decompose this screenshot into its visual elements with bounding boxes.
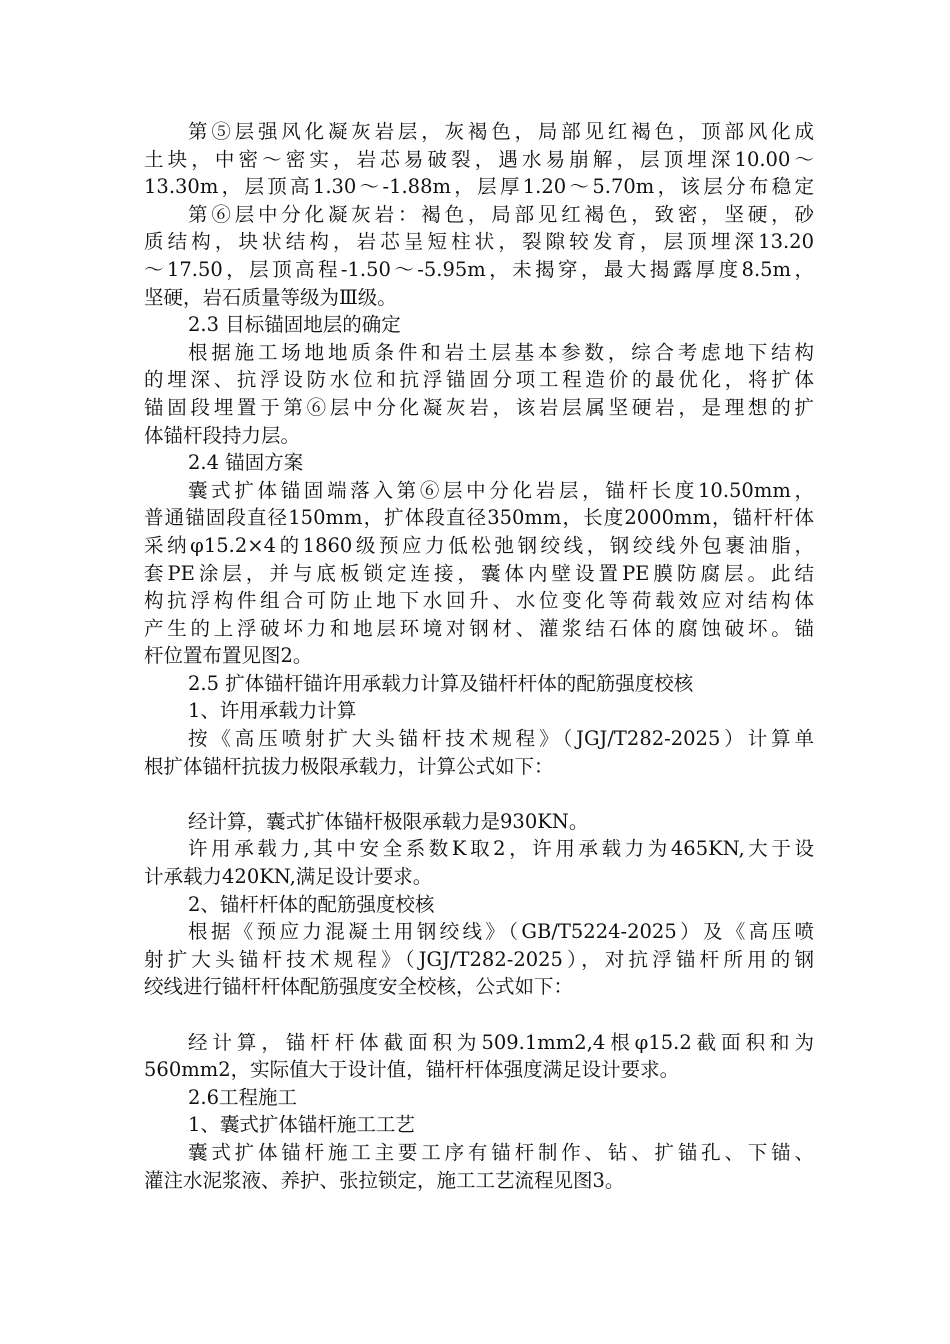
text-line: 绞线进行锚杆杆体配筋强度安全校核，公式如下： <box>144 975 574 999</box>
text-line: 根据施工场地地质条件和岩土层基本参数，综合考虑地下结构 <box>188 340 814 364</box>
text-line: 根据《预应力混凝土用钢绞线》（GB/T5224-2025）及《高压喷 <box>188 920 814 944</box>
text-line: 质结构，块状结构，岩芯呈短柱状，裂隙较发育，层顶埋深13.20 <box>144 230 814 254</box>
text-line: 囊式扩体锚杆施工主要工序有锚杆制作、钻、扩锚孔、下锚、 <box>188 1140 814 1164</box>
text-line: 体锚杆段持力层。 <box>144 423 301 447</box>
text-line: 囊式扩体锚固端落入第⑥层中分化岩层，锚杆长度10.50mm， <box>188 478 814 502</box>
formula-placeholder <box>144 1001 814 1029</box>
text-line: 2.6工程施工 <box>188 1085 298 1109</box>
text-line: 经计算，囊式扩体锚杆极限承载力是930KN。 <box>188 809 589 833</box>
document-body <box>144 118 814 1194</box>
text-line: 根扩体锚杆抗拔力极限承载力，计算公式如下： <box>144 754 554 778</box>
text-line: 计承载力420KN,满足设计要求。 <box>144 865 433 889</box>
text-line: 套PE涂层，并与底板锁定连接，囊体内壁设置PE膜防腐层。此结 <box>144 561 814 585</box>
text-line: 2.3 目标锚固地层的确定 <box>188 313 401 337</box>
formula-placeholder <box>144 780 814 808</box>
text-line: 灌注水泥浆液、养护、张拉锁定，施工工艺流程见图3。 <box>144 1168 625 1192</box>
text-line: 锚固段埋置于第⑥层中分化凝灰岩，该岩层属坚硬岩，是理想的扩 <box>144 395 814 419</box>
text-line: 产生的上浮破坏力和地层环境对钢材、灌浆结石体的腐蚀破坏。锚 <box>144 616 814 640</box>
text-line: 采纳φ15.2×4的1860级预应力低松弛钢绞线，钢绞线外包裹油脂， <box>144 533 814 557</box>
text-line: 的埋深、抗浮设防水位和抗浮锚固分项工程造价的最优化，将扩体 <box>144 368 814 392</box>
text-line: 土块，中密～密实，岩芯易破裂，遇水易崩解，层顶埋深10.00～ <box>144 147 814 171</box>
text-line: 构抗浮构件组合可防止地下水回升、水位变化等荷载效应对结构体 <box>144 589 814 613</box>
text-line: 杆位置布置见图2。 <box>144 644 313 668</box>
text-line: 射扩大头锚杆技术规程》（JGJ/T282-2025），对抗浮锚杆所用的钢 <box>144 947 814 971</box>
text-line: 2.5 扩体锚杆锚许用承载力计算及锚杆杆体的配筋强度校核 <box>188 671 694 695</box>
text-line: 第⑥层中分化凝灰岩：褐色，局部见红褐色，致密，坚硬，砂 <box>188 202 814 226</box>
text-line: 按《高压喷射扩大头锚杆技术规程》（JGJ/T282-2025）计算单 <box>188 727 814 751</box>
text-line: 经计算，锚杆杆体截面积为509.1mm2,4根φ15.2截面积和为 <box>188 1030 814 1054</box>
text-line: 坚硬，岩石质量等级为Ⅲ级。 <box>144 285 397 309</box>
text-line: 560mm2，实际值大于设计值，锚杆杆体强度满足设计要求。 <box>144 1058 680 1082</box>
text-line: 2、锚杆杆体的配筋强度校核 <box>188 892 435 916</box>
text-line: 1、许用承载力计算 <box>188 699 357 723</box>
text-line: 许用承载力,其中安全系数K取2，许用承载力为465KN,大于设 <box>188 837 814 861</box>
text-line: 第⑤层强风化凝灰岩层，灰褐色，局部见红褐色，顶部风化成 <box>188 120 814 143</box>
text-line: 1、囊式扩体锚杆施工工艺 <box>188 1113 415 1137</box>
text-line: 13.30m，层顶高1.30～-1.88m，层厚1.20～5.70m，该层分布稳定 <box>144 175 814 199</box>
text-line: ～17.50，层顶高程-1.50～-5.95m，未揭穿，最大揭露厚度8.5m， <box>144 257 814 281</box>
text-line: 普通锚固段直径150mm，扩体段直径350mm，长度2000mm，锚杆杆体 <box>144 506 814 530</box>
text-line: 2.4 锚固方案 <box>188 451 304 475</box>
